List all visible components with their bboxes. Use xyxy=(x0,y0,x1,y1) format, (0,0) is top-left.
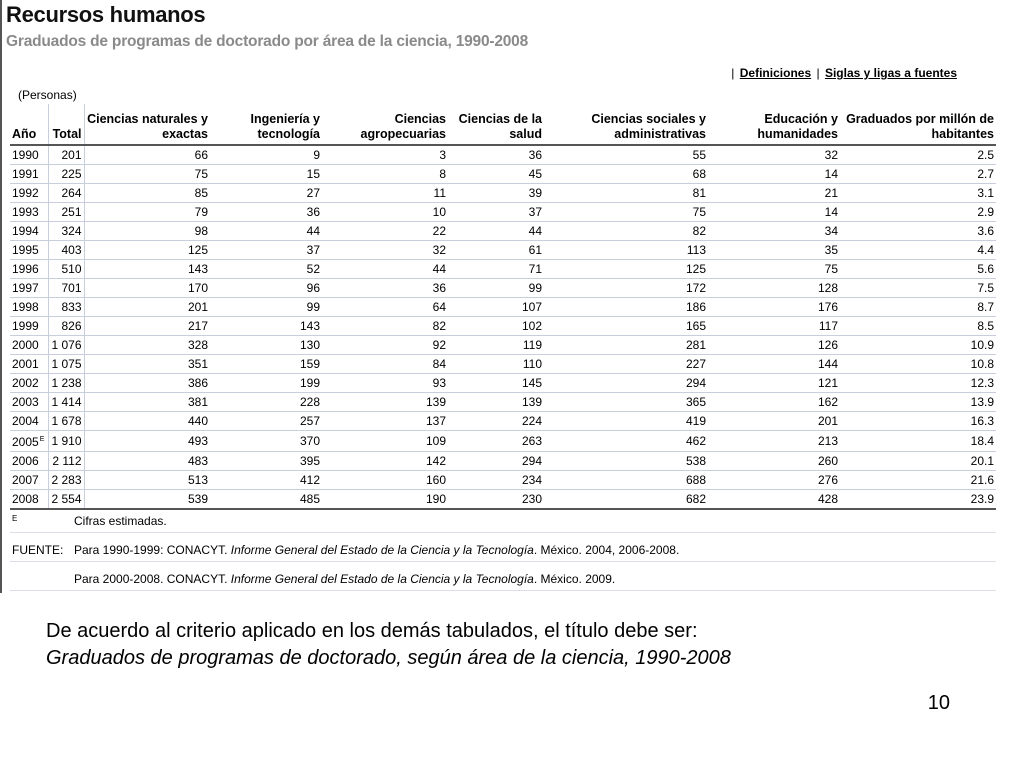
cell-per-million: 18.4 xyxy=(840,431,996,452)
cell-education: 144 xyxy=(708,355,840,374)
column-header-year: Año xyxy=(10,104,48,145)
cell-social: 81 xyxy=(544,184,708,203)
cell-education: 34 xyxy=(708,222,840,241)
cell-total: 826 xyxy=(48,317,84,336)
cell-education: 117 xyxy=(708,317,840,336)
cell-total: 1 678 xyxy=(48,412,84,431)
cell-per-million: 10.9 xyxy=(840,336,996,355)
cell-social: 113 xyxy=(544,241,708,260)
cell-engineering: 412 xyxy=(210,471,322,490)
cell-year: 1990 xyxy=(10,145,48,165)
cell-natural: 201 xyxy=(84,298,210,317)
source-note-2 xyxy=(10,568,996,591)
cell-agro: 92 xyxy=(322,336,448,355)
cell-per-million: 8.7 xyxy=(840,298,996,317)
reference-links xyxy=(729,66,957,80)
cell-natural: 539 xyxy=(84,490,210,510)
cell-engineering: 257 xyxy=(210,412,322,431)
cell-health: 37 xyxy=(448,203,544,222)
cell-agro: 137 xyxy=(322,412,448,431)
cell-year: 2006 xyxy=(10,452,48,471)
cell-social: 365 xyxy=(544,393,708,412)
cell-health: 39 xyxy=(448,184,544,203)
cell-engineering: 228 xyxy=(210,393,322,412)
cell-natural: 386 xyxy=(84,374,210,393)
cell-year: 1998 xyxy=(10,298,48,317)
column-header-social-sciences: Ciencias sociales y administrativas xyxy=(544,104,708,145)
cell-per-million: 16.3 xyxy=(840,412,996,431)
source-2-title: Informe General del Estado de la Ciencia y la Tecnología xyxy=(230,572,534,586)
cell-engineering: 395 xyxy=(210,452,322,471)
cell-social: 125 xyxy=(544,260,708,279)
cell-agro: 36 xyxy=(322,279,448,298)
cell-per-million: 10.8 xyxy=(840,355,996,374)
cell-education: 32 xyxy=(708,145,840,165)
cell-education: 260 xyxy=(708,452,840,471)
cell-agro: 82 xyxy=(322,317,448,336)
cell-social: 281 xyxy=(544,336,708,355)
column-header-agricultural-sciences: Ciencias agropecuarias xyxy=(322,104,448,145)
cell-engineering: 143 xyxy=(210,317,322,336)
cell-education: 121 xyxy=(708,374,840,393)
cell-total: 1 414 xyxy=(48,393,84,412)
cell-social: 75 xyxy=(544,203,708,222)
cell-total: 2 554 xyxy=(48,490,84,510)
cell-year: $2005^E$ xyxy=(10,431,48,452)
cell-natural: 66 xyxy=(84,145,210,165)
cell-education: 201 xyxy=(708,412,840,431)
cell-year: 1999 xyxy=(10,317,48,336)
cell-health: 36 xyxy=(448,145,544,165)
cell-engineering: 99 xyxy=(210,298,322,317)
estimate-text: Cifras estimadas. xyxy=(74,514,167,528)
table-row xyxy=(10,490,996,510)
cell-total: 2 112 xyxy=(48,452,84,471)
cell-health: 230 xyxy=(448,490,544,510)
table-row xyxy=(10,298,996,317)
cell-total: 1 910 xyxy=(48,431,84,452)
cell-social: 419 xyxy=(544,412,708,431)
cell-total: 1 238 xyxy=(48,374,84,393)
cell-engineering: 370 xyxy=(210,431,322,452)
cell-education: 14 xyxy=(708,203,840,222)
cell-education: 128 xyxy=(708,279,840,298)
cell-agro: 64 xyxy=(322,298,448,317)
cell-year: 2007 xyxy=(10,471,48,490)
link-separator: | xyxy=(731,66,735,80)
cell-total: 403 xyxy=(48,241,84,260)
cell-agro: 84 xyxy=(322,355,448,374)
table-row xyxy=(10,374,996,393)
cell-health: 139 xyxy=(448,393,544,412)
cell-total: 833 xyxy=(48,298,84,317)
caption-line-2: Graduados de programas de doctorado, según área de la ciencia, 1990-2008 xyxy=(46,647,731,669)
cell-year: 2004 xyxy=(10,412,48,431)
cell-social: 82 xyxy=(544,222,708,241)
cell-agro: 10 xyxy=(322,203,448,222)
acronyms-sources-link[interactable]: Siglas y ligas a fuentes xyxy=(824,66,957,80)
table-row xyxy=(10,260,996,279)
source-2-prefix: Para 2000-2008. CONACYT. xyxy=(74,572,228,586)
cell-per-million: 12.3 xyxy=(840,374,996,393)
cell-total: 510 xyxy=(48,260,84,279)
cell-year: 1991 xyxy=(10,165,48,184)
cell-agro: 93 xyxy=(322,374,448,393)
cell-year: 1995 xyxy=(10,241,48,260)
cell-agro: 109 xyxy=(322,431,448,452)
cell-total: 324 xyxy=(48,222,84,241)
cell-total: 1 075 xyxy=(48,355,84,374)
cell-social: 682 xyxy=(544,490,708,510)
slide-caption xyxy=(46,618,731,672)
cell-agro: 139 xyxy=(322,393,448,412)
cell-total: 251 xyxy=(48,203,84,222)
cell-engineering: 27 xyxy=(210,184,322,203)
source-1-title: Informe General del Estado de la Ciencia y la Tecnología xyxy=(230,543,534,557)
source-2-suffix: . México. 2009. xyxy=(533,572,616,586)
source-1-text xyxy=(74,543,996,557)
table-row xyxy=(10,222,996,241)
page-number: 10 xyxy=(927,692,950,714)
cell-year: 2003 xyxy=(10,393,48,412)
cell-social: 294 xyxy=(544,374,708,393)
cell-agro: 11 xyxy=(322,184,448,203)
cell-health: 61 xyxy=(448,241,544,260)
cell-engineering: 15 xyxy=(210,165,322,184)
source-2-text xyxy=(74,572,996,586)
table-row xyxy=(10,279,996,298)
cell-agro: 142 xyxy=(322,452,448,471)
estimate-mark: E xyxy=(12,514,18,523)
cell-engineering: 199 xyxy=(210,374,322,393)
table-row xyxy=(10,241,996,260)
cell-natural: 493 xyxy=(84,431,210,452)
cell-natural: 170 xyxy=(84,279,210,298)
cell-natural: 483 xyxy=(84,452,210,471)
cell-year: 1997 xyxy=(10,279,48,298)
data-table xyxy=(10,104,996,510)
cell-natural: 351 xyxy=(84,355,210,374)
cell-per-million: 23.9 xyxy=(840,490,996,510)
cell-natural: 381 xyxy=(84,393,210,412)
table-row xyxy=(10,393,996,412)
cell-natural: 513 xyxy=(84,471,210,490)
cell-per-million: 3.1 xyxy=(840,184,996,203)
cell-natural: 85 xyxy=(84,184,210,203)
cell-education: 21 xyxy=(708,184,840,203)
cell-year: 1996 xyxy=(10,260,48,279)
cell-education: 213 xyxy=(708,431,840,452)
cell-education: 35 xyxy=(708,241,840,260)
cell-natural: 75 xyxy=(84,165,210,184)
cell-health: 224 xyxy=(448,412,544,431)
cell-social: 55 xyxy=(544,145,708,165)
cell-natural: 125 xyxy=(84,241,210,260)
cell-social: 172 xyxy=(544,279,708,298)
cell-engineering: 96 xyxy=(210,279,322,298)
column-header-engineering: Ingeniería y tecnología xyxy=(210,104,322,145)
cell-education: 14 xyxy=(708,165,840,184)
cell-agro: 44 xyxy=(322,260,448,279)
cell-year: 1992 xyxy=(10,184,48,203)
cell-engineering: 159 xyxy=(210,355,322,374)
page-title: Recursos humanos xyxy=(6,2,206,27)
column-header-graduates-per-million: Graduados por millón de habitantes xyxy=(840,104,996,145)
cell-health: 107 xyxy=(448,298,544,317)
column-header-total: Total xyxy=(48,104,84,145)
cell-engineering: 9 xyxy=(210,145,322,165)
cell-social: 227 xyxy=(544,355,708,374)
table-row xyxy=(10,431,996,452)
cell-health: 102 xyxy=(448,317,544,336)
cell-health: 45 xyxy=(448,165,544,184)
cell-engineering: 44 xyxy=(210,222,322,241)
table-row xyxy=(10,412,996,431)
cell-total: 264 xyxy=(48,184,84,203)
cell-agro: 32 xyxy=(322,241,448,260)
cell-per-million: 21.6 xyxy=(840,471,996,490)
column-header-education-humanities: Educación y humanidades xyxy=(708,104,840,145)
cell-per-million: 4.4 xyxy=(840,241,996,260)
estimate-note xyxy=(10,510,996,533)
cell-natural: 79 xyxy=(84,203,210,222)
cell-per-million: 2.7 xyxy=(840,165,996,184)
cell-education: 428 xyxy=(708,490,840,510)
cell-health: 234 xyxy=(448,471,544,490)
cell-education: 162 xyxy=(708,393,840,412)
cell-social: 165 xyxy=(544,317,708,336)
cell-education: 276 xyxy=(708,471,840,490)
cell-agro: 3 xyxy=(322,145,448,165)
cell-year: 1993 xyxy=(10,203,48,222)
table-row xyxy=(10,452,996,471)
cell-education: 176 xyxy=(708,298,840,317)
cell-health: 294 xyxy=(448,452,544,471)
cell-per-million: 5.6 xyxy=(840,260,996,279)
cell-engineering: 52 xyxy=(210,260,322,279)
cell-per-million: 2.5 xyxy=(840,145,996,165)
cell-health: 119 xyxy=(448,336,544,355)
cell-per-million: 8.5 xyxy=(840,317,996,336)
source-1-prefix: Para 1990-1999: CONACYT. xyxy=(74,543,228,557)
cell-year: 2002 xyxy=(10,374,48,393)
cell-per-million: 7.5 xyxy=(840,279,996,298)
cell-agro: 8 xyxy=(322,165,448,184)
table-row xyxy=(10,336,996,355)
source-1-suffix: . México. 2004, 2006-2008. xyxy=(533,543,680,557)
cell-natural: 440 xyxy=(84,412,210,431)
table-row xyxy=(10,471,996,490)
cell-per-million: 2.9 xyxy=(840,203,996,222)
cell-engineering: 130 xyxy=(210,336,322,355)
cell-total: 225 xyxy=(48,165,84,184)
cell-social: 68 xyxy=(544,165,708,184)
cell-social: 688 xyxy=(544,471,708,490)
table-notes xyxy=(10,510,996,591)
cell-education: 75 xyxy=(708,260,840,279)
cell-social: 462 xyxy=(544,431,708,452)
cell-per-million: 20.1 xyxy=(840,452,996,471)
source-label: FUENTE: xyxy=(12,543,64,557)
estimate-marker: E xyxy=(39,436,45,443)
cell-engineering: 36 xyxy=(210,203,322,222)
table-row xyxy=(10,317,996,336)
cell-agro: 190 xyxy=(322,490,448,510)
cell-health: 263 xyxy=(448,431,544,452)
table-row xyxy=(10,355,996,374)
cell-natural: 217 xyxy=(84,317,210,336)
table-body xyxy=(10,145,996,509)
column-header-health-sciences: Ciencias de la salud xyxy=(448,104,544,145)
table-row xyxy=(10,203,996,222)
table-row xyxy=(10,184,996,203)
cell-total: 1 076 xyxy=(48,336,84,355)
cell-year: 2001 xyxy=(10,355,48,374)
cell-social: 186 xyxy=(544,298,708,317)
cell-natural: 328 xyxy=(84,336,210,355)
cell-engineering: 485 xyxy=(210,490,322,510)
definitions-link[interactable]: Definiciones xyxy=(739,66,812,80)
cell-health: 110 xyxy=(448,355,544,374)
cell-agro: 160 xyxy=(322,471,448,490)
cell-natural: 143 xyxy=(84,260,210,279)
cell-engineering: 37 xyxy=(210,241,322,260)
table-header-row xyxy=(10,104,996,145)
cell-natural: 98 xyxy=(84,222,210,241)
frame-left-border xyxy=(0,0,2,593)
cell-health: 44 xyxy=(448,222,544,241)
cell-social: 538 xyxy=(544,452,708,471)
cell-total: 701 xyxy=(48,279,84,298)
cell-year: 2000 xyxy=(10,336,48,355)
cell-year: 1994 xyxy=(10,222,48,241)
page-subtitle: Graduados de programas de doctorado por área de la ciencia, 1990-2008 xyxy=(6,33,529,50)
column-header-natural-sciences: Ciencias naturales y exactas xyxy=(84,104,210,145)
cell-total: 2 283 xyxy=(48,471,84,490)
cell-education: 126 xyxy=(708,336,840,355)
link-separator: | xyxy=(816,66,820,80)
source-note-1 xyxy=(10,539,996,562)
cell-per-million: 3.6 xyxy=(840,222,996,241)
unit-note: (Personas) xyxy=(18,88,77,102)
cell-year: 2008 xyxy=(10,490,48,510)
table-row xyxy=(10,145,996,165)
caption-line-1: De acuerdo al criterio aplicado en los demás tabulados, el título debe ser: xyxy=(46,620,698,642)
cell-health: 71 xyxy=(448,260,544,279)
cell-agro: 22 xyxy=(322,222,448,241)
cell-health: 145 xyxy=(448,374,544,393)
cell-per-million: 13.9 xyxy=(840,393,996,412)
cell-health: 99 xyxy=(448,279,544,298)
table-row xyxy=(10,165,996,184)
cell-total: 201 xyxy=(48,145,84,165)
